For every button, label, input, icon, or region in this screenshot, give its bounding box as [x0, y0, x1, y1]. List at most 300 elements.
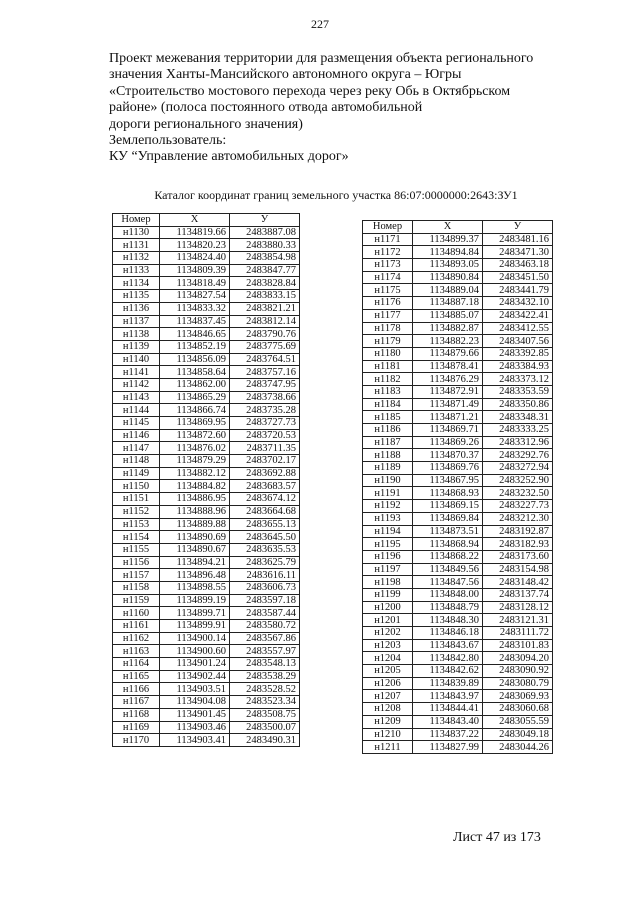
y-coordinate-cell: 2483645.50 [230, 531, 300, 544]
y-coordinate-cell: 2483587.44 [230, 607, 300, 620]
point-number-cell: н1192 [363, 500, 413, 513]
table-row [363, 639, 553, 652]
y-coordinate-cell: 2483757.16 [230, 366, 300, 379]
point-number-cell: н1190 [363, 474, 413, 487]
y-coordinate-cell: 2483463.18 [483, 259, 553, 272]
y-coordinate-cell: 2483121.31 [483, 614, 553, 627]
y-coordinate-cell: 2483407.56 [483, 335, 553, 348]
table-row [363, 360, 553, 373]
point-number-cell: н1131 [113, 239, 160, 252]
x-coordinate-cell: 1134866.74 [160, 404, 230, 417]
y-coordinate-cell: 2483422.41 [483, 309, 553, 322]
y-coordinate-cell: 2483702.17 [230, 455, 300, 468]
point-number-cell: н1211 [363, 741, 413, 754]
x-coordinate-cell: 1134886.95 [160, 493, 230, 506]
x-coordinate-cell: 1134904.08 [160, 696, 230, 709]
y-coordinate-cell: 2483747.95 [230, 378, 300, 391]
point-number-cell: н1204 [363, 652, 413, 665]
y-coordinate-cell: 2483828.84 [230, 277, 300, 290]
table-row [363, 563, 553, 576]
y-coordinate-cell: 2483049.18 [483, 728, 553, 741]
point-number-cell: н1202 [363, 627, 413, 640]
point-number-cell: н1144 [113, 404, 160, 417]
x-coordinate-cell: 1134903.46 [160, 721, 230, 734]
y-coordinate-cell: 2483252.90 [483, 474, 553, 487]
table-row [113, 670, 300, 683]
y-coordinate-cell: 2483348.31 [483, 411, 553, 424]
y-coordinate-cell: 2483333.25 [483, 424, 553, 437]
table-row [113, 480, 300, 493]
table-row [113, 632, 300, 645]
y-coordinate-cell: 2483597.18 [230, 594, 300, 607]
point-number-cell: н1153 [113, 518, 160, 531]
x-coordinate-cell: 1134819.66 [160, 226, 230, 239]
table-row [113, 696, 300, 709]
table-row [113, 569, 300, 582]
point-number-cell: н1149 [113, 467, 160, 480]
table-row [113, 467, 300, 480]
x-coordinate-cell: 1134889.04 [413, 284, 483, 297]
y-coordinate-cell: 2483173.60 [483, 550, 553, 563]
x-coordinate-cell: 1134901.24 [160, 658, 230, 671]
table-row [113, 239, 300, 252]
point-number-cell: н1201 [363, 614, 413, 627]
point-number-cell: н1135 [113, 290, 160, 303]
point-number-cell: н1164 [113, 658, 160, 671]
table-row [363, 309, 553, 322]
point-number-cell: н1191 [363, 487, 413, 500]
x-coordinate-cell: 1134900.14 [160, 632, 230, 645]
x-coordinate-cell: 1134869.71 [413, 424, 483, 437]
table-row [113, 620, 300, 633]
x-coordinate-cell: 1134820.23 [160, 239, 230, 252]
table-row [363, 449, 553, 462]
y-coordinate-cell: 2483090.92 [483, 665, 553, 678]
table-row [363, 614, 553, 627]
y-coordinate-cell: 2483182.93 [483, 538, 553, 551]
table-row [113, 378, 300, 391]
x-coordinate-cell: 1134879.29 [160, 455, 230, 468]
table-row [363, 373, 553, 386]
x-coordinate-cell: 1134846.18 [413, 627, 483, 640]
point-number-cell: н1171 [363, 233, 413, 246]
point-number-cell: н1195 [363, 538, 413, 551]
y-coordinate-cell: 2483880.33 [230, 239, 300, 252]
x-coordinate-cell: 1134827.54 [160, 290, 230, 303]
y-coordinate-cell: 2483227.73 [483, 500, 553, 513]
point-number-cell: н1160 [113, 607, 160, 620]
x-coordinate-cell: 1134843.67 [413, 639, 483, 652]
y-coordinate-cell: 2483625.79 [230, 556, 300, 569]
sheet-footer: Лист 47 из 173 [453, 830, 541, 845]
point-number-cell: н1203 [363, 639, 413, 652]
x-coordinate-cell: 1134842.80 [413, 652, 483, 665]
point-number-cell: н1139 [113, 340, 160, 353]
y-coordinate-cell: 2483055.59 [483, 715, 553, 728]
point-number-cell: н1159 [113, 594, 160, 607]
table-row [113, 734, 300, 747]
point-number-cell: н1193 [363, 512, 413, 525]
y-coordinate-cell: 2483790.76 [230, 328, 300, 341]
x-coordinate-cell: 1134837.22 [413, 728, 483, 741]
y-coordinate-cell: 2483094.20 [483, 652, 553, 665]
x-coordinate-cell: 1134843.40 [413, 715, 483, 728]
point-number-cell: н1200 [363, 601, 413, 614]
y-coordinate-cell: 2483044.26 [483, 741, 553, 754]
table-row [113, 442, 300, 455]
header-y: У [230, 214, 300, 227]
table-row [363, 601, 553, 614]
x-coordinate-cell: 1134903.41 [160, 734, 230, 747]
table-row [363, 246, 553, 259]
point-number-cell: н1189 [363, 462, 413, 475]
x-coordinate-cell: 1134868.93 [413, 487, 483, 500]
table-row [363, 690, 553, 703]
table-row [363, 703, 553, 716]
table-row [113, 607, 300, 620]
table-row [363, 347, 553, 360]
y-coordinate-cell: 2483720.53 [230, 429, 300, 442]
table-row [363, 411, 553, 424]
x-coordinate-cell: 1134873.51 [413, 525, 483, 538]
y-coordinate-cell: 2483471.30 [483, 246, 553, 259]
table-row [363, 500, 553, 513]
x-coordinate-cell: 1134872.60 [160, 429, 230, 442]
point-number-cell: н1151 [113, 493, 160, 506]
table-row [363, 715, 553, 728]
point-number-cell: н1182 [363, 373, 413, 386]
x-coordinate-cell: 1134847.56 [413, 576, 483, 589]
point-number-cell: н1208 [363, 703, 413, 716]
y-coordinate-cell: 2483727.73 [230, 417, 300, 430]
point-number-cell: н1134 [113, 277, 160, 290]
header-x: X [413, 221, 483, 234]
x-coordinate-cell: 1134882.87 [413, 322, 483, 335]
y-coordinate-cell: 2483101.83 [483, 639, 553, 652]
point-number-cell: н1179 [363, 335, 413, 348]
table-row [363, 284, 553, 297]
point-number-cell: н1132 [113, 252, 160, 265]
project-title [109, 51, 579, 166]
y-coordinate-cell: 2483692.88 [230, 467, 300, 480]
table-row [113, 556, 300, 569]
table-row [113, 645, 300, 658]
point-number-cell: н1180 [363, 347, 413, 360]
table-row [113, 581, 300, 594]
point-number-cell: н1148 [113, 455, 160, 468]
point-number-cell: н1207 [363, 690, 413, 703]
table-row [363, 259, 553, 272]
x-coordinate-cell: 1134842.62 [413, 665, 483, 678]
y-coordinate-cell: 2483192.87 [483, 525, 553, 538]
table-row [363, 385, 553, 398]
x-coordinate-cell: 1134869.84 [413, 512, 483, 525]
table-row [363, 665, 553, 678]
table-row [113, 315, 300, 328]
x-coordinate-cell: 1134848.79 [413, 601, 483, 614]
y-coordinate-cell: 2483567.86 [230, 632, 300, 645]
table-row [363, 487, 553, 500]
x-coordinate-cell: 1134856.09 [160, 353, 230, 366]
table-row [113, 226, 300, 239]
title-line: «Строительство мостового перехода через реку Обь в Октябрьском [109, 83, 511, 99]
point-number-cell: н1206 [363, 677, 413, 690]
point-number-cell: н1175 [363, 284, 413, 297]
x-coordinate-cell: 1134882.12 [160, 467, 230, 480]
table-row [113, 391, 300, 404]
point-number-cell: н1187 [363, 436, 413, 449]
y-coordinate-cell: 2483711.35 [230, 442, 300, 455]
x-coordinate-cell: 1134862.00 [160, 378, 230, 391]
y-coordinate-cell: 2483212.30 [483, 512, 553, 525]
y-coordinate-cell: 2483490.31 [230, 734, 300, 747]
point-number-cell: н1161 [113, 620, 160, 633]
table-row [113, 366, 300, 379]
y-coordinate-cell: 2483392.85 [483, 347, 553, 360]
table-row [113, 340, 300, 353]
y-coordinate-cell: 2483635.53 [230, 543, 300, 556]
x-coordinate-cell: 1134900.60 [160, 645, 230, 658]
table-row [363, 677, 553, 690]
table-row [363, 728, 553, 741]
x-coordinate-cell: 1134818.49 [160, 277, 230, 290]
point-number-cell: н1188 [363, 449, 413, 462]
point-number-cell: н1133 [113, 264, 160, 277]
table-row [113, 721, 300, 734]
table-row [113, 290, 300, 303]
header-number: Номер [113, 214, 160, 227]
point-number-cell: н1165 [113, 670, 160, 683]
x-coordinate-cell: 1134848.30 [413, 614, 483, 627]
point-number-cell: н1178 [363, 322, 413, 335]
table-row [113, 264, 300, 277]
land-user-name: КУ “Управление автомобильных дорог» [109, 149, 349, 165]
y-coordinate-cell: 2483664.68 [230, 505, 300, 518]
y-coordinate-cell: 2483538.29 [230, 670, 300, 683]
x-coordinate-cell: 1134858.64 [160, 366, 230, 379]
point-number-cell: н1181 [363, 360, 413, 373]
table-row [113, 277, 300, 290]
y-coordinate-cell: 2483353.59 [483, 385, 553, 398]
table-row [363, 512, 553, 525]
point-number-cell: н1210 [363, 728, 413, 741]
x-coordinate-cell: 1134869.76 [413, 462, 483, 475]
point-number-cell: н1167 [113, 696, 160, 709]
y-coordinate-cell: 2483616.11 [230, 569, 300, 582]
table-row [113, 353, 300, 366]
x-coordinate-cell: 1134879.66 [413, 347, 483, 360]
y-coordinate-cell: 2483441.79 [483, 284, 553, 297]
table-header-row [113, 214, 300, 227]
x-coordinate-cell: 1134844.41 [413, 703, 483, 716]
point-number-cell: н1170 [113, 734, 160, 747]
x-coordinate-cell: 1134887.18 [413, 297, 483, 310]
y-coordinate-cell: 2483080.79 [483, 677, 553, 690]
table-row [363, 588, 553, 601]
point-number-cell: н1194 [363, 525, 413, 538]
x-coordinate-cell: 1134839.89 [413, 677, 483, 690]
y-coordinate-cell: 2483606.73 [230, 581, 300, 594]
point-number-cell: н1177 [363, 309, 413, 322]
x-coordinate-cell: 1134888.96 [160, 505, 230, 518]
point-number-cell: н1197 [363, 563, 413, 576]
table-row [113, 594, 300, 607]
y-coordinate-cell: 2483557.97 [230, 645, 300, 658]
table-row [113, 404, 300, 417]
table-row [113, 708, 300, 721]
table-row [363, 233, 553, 246]
x-coordinate-cell: 1134871.49 [413, 398, 483, 411]
point-number-cell: н1173 [363, 259, 413, 272]
x-coordinate-cell: 1134903.51 [160, 683, 230, 696]
point-number-cell: н1169 [113, 721, 160, 734]
point-number-cell: н1198 [363, 576, 413, 589]
x-coordinate-cell: 1134899.71 [160, 607, 230, 620]
table-row [363, 335, 553, 348]
y-coordinate-cell: 2483775.69 [230, 340, 300, 353]
table-row [363, 474, 553, 487]
y-coordinate-cell: 2483548.13 [230, 658, 300, 671]
table-row [113, 518, 300, 531]
y-coordinate-cell: 2483847.77 [230, 264, 300, 277]
y-coordinate-cell: 2483735.28 [230, 404, 300, 417]
table-row [113, 455, 300, 468]
table-row [113, 302, 300, 315]
y-coordinate-cell: 2483137.74 [483, 588, 553, 601]
x-coordinate-cell: 1134869.26 [413, 436, 483, 449]
catalog-title: Каталог координат границ земельного участка 86:07:0000000:2643:ЗУ1 [154, 188, 518, 202]
title-line: Проект межевания территории для размещения объекта регионального [109, 51, 534, 66]
y-coordinate-cell: 2483350.86 [483, 398, 553, 411]
point-number-cell: н1183 [363, 385, 413, 398]
point-number-cell: н1150 [113, 480, 160, 493]
table-row [113, 417, 300, 430]
point-number-cell: н1209 [363, 715, 413, 728]
point-number-cell: н1155 [113, 543, 160, 556]
table-row [113, 429, 300, 442]
x-coordinate-cell: 1134885.07 [413, 309, 483, 322]
point-number-cell: н1174 [363, 271, 413, 284]
x-coordinate-cell: 1134882.23 [413, 335, 483, 348]
x-coordinate-cell: 1134852.19 [160, 340, 230, 353]
y-coordinate-cell: 2483232.50 [483, 487, 553, 500]
x-coordinate-cell: 1134869.95 [160, 417, 230, 430]
point-number-cell: н1168 [113, 708, 160, 721]
x-coordinate-cell: 1134867.95 [413, 474, 483, 487]
point-number-cell: н1152 [113, 505, 160, 518]
coordinates-table-right [362, 220, 553, 754]
x-coordinate-cell: 1134902.44 [160, 670, 230, 683]
point-number-cell: н1141 [113, 366, 160, 379]
x-coordinate-cell: 1134872.91 [413, 385, 483, 398]
x-coordinate-cell: 1134843.97 [413, 690, 483, 703]
table-row [363, 741, 553, 754]
x-coordinate-cell: 1134893.05 [413, 259, 483, 272]
y-coordinate-cell: 2483111.72 [483, 627, 553, 640]
point-number-cell: н1184 [363, 398, 413, 411]
y-coordinate-cell: 2483060.68 [483, 703, 553, 716]
title-line: районе» (полоса постоянного отвода автомобильной [109, 100, 423, 116]
point-number-cell: н1137 [113, 315, 160, 328]
y-coordinate-cell: 2483508.75 [230, 708, 300, 721]
table-row [113, 505, 300, 518]
point-number-cell: н1158 [113, 581, 160, 594]
y-coordinate-cell: 2483738.66 [230, 391, 300, 404]
point-number-cell: н1163 [113, 645, 160, 658]
point-number-cell: н1205 [363, 665, 413, 678]
y-coordinate-cell: 2483833.15 [230, 290, 300, 303]
land-user-label: Землепользователь: [109, 133, 227, 149]
x-coordinate-cell: 1134884.82 [160, 480, 230, 493]
table-row [363, 297, 553, 310]
point-number-cell: н1145 [113, 417, 160, 430]
point-number-cell: н1136 [113, 302, 160, 315]
y-coordinate-cell: 2483683.57 [230, 480, 300, 493]
point-number-cell: н1147 [113, 442, 160, 455]
x-coordinate-cell: 1134899.91 [160, 620, 230, 633]
x-coordinate-cell: 1134871.21 [413, 411, 483, 424]
x-coordinate-cell: 1134865.29 [160, 391, 230, 404]
y-coordinate-cell: 2483069.93 [483, 690, 553, 703]
table-row [113, 543, 300, 556]
title-line: дороги регионального значения) [109, 116, 303, 132]
y-coordinate-cell: 2483154.98 [483, 563, 553, 576]
table-row [113, 683, 300, 696]
y-coordinate-cell: 2483412.55 [483, 322, 553, 335]
point-number-cell: н1142 [113, 378, 160, 391]
x-coordinate-cell: 1134890.84 [413, 271, 483, 284]
x-coordinate-cell: 1134898.55 [160, 581, 230, 594]
x-coordinate-cell: 1134899.37 [413, 233, 483, 246]
y-coordinate-cell: 2483821.21 [230, 302, 300, 315]
table-row [363, 627, 553, 640]
table-row [363, 652, 553, 665]
table-row [363, 271, 553, 284]
y-coordinate-cell: 2483854.98 [230, 252, 300, 265]
table-row [113, 252, 300, 265]
y-coordinate-cell: 2483812.14 [230, 315, 300, 328]
table-row [113, 531, 300, 544]
point-number-cell: н1166 [113, 683, 160, 696]
x-coordinate-cell: 1134869.15 [413, 500, 483, 513]
table-row [113, 658, 300, 671]
table-row [363, 398, 553, 411]
x-coordinate-cell: 1134870.37 [413, 449, 483, 462]
x-coordinate-cell: 1134846.65 [160, 328, 230, 341]
point-number-cell: н1176 [363, 297, 413, 310]
y-coordinate-cell: 2483432.10 [483, 297, 553, 310]
header-x: X [160, 214, 230, 227]
x-coordinate-cell: 1134827.99 [413, 741, 483, 754]
point-number-cell: н1138 [113, 328, 160, 341]
point-number-cell: н1140 [113, 353, 160, 366]
point-number-cell: н1146 [113, 429, 160, 442]
x-coordinate-cell: 1134876.29 [413, 373, 483, 386]
y-coordinate-cell: 2483292.76 [483, 449, 553, 462]
x-coordinate-cell: 1134890.69 [160, 531, 230, 544]
table-row [363, 550, 553, 563]
x-coordinate-cell: 1134809.39 [160, 264, 230, 277]
x-coordinate-cell: 1134890.67 [160, 543, 230, 556]
y-coordinate-cell: 2483528.52 [230, 683, 300, 696]
point-number-cell: н1154 [113, 531, 160, 544]
x-coordinate-cell: 1134868.22 [413, 550, 483, 563]
y-coordinate-cell: 2483272.94 [483, 462, 553, 475]
point-number-cell: н1172 [363, 246, 413, 259]
page-number: 227 [311, 17, 329, 31]
x-coordinate-cell: 1134848.00 [413, 588, 483, 601]
x-coordinate-cell: 1134894.21 [160, 556, 230, 569]
